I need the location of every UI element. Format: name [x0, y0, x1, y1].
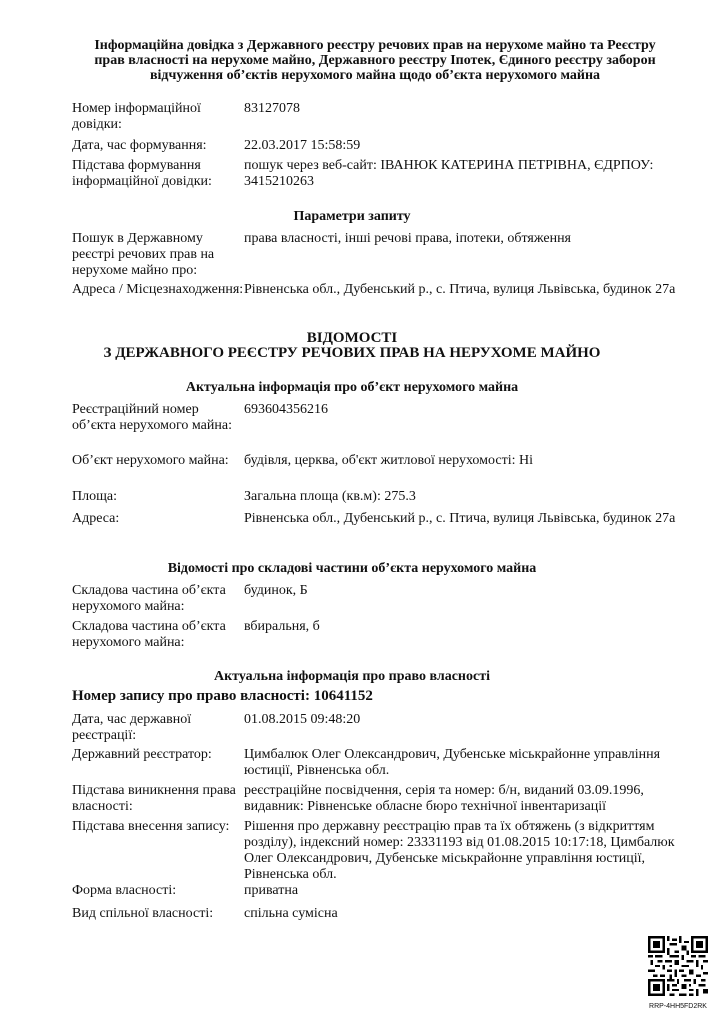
- field-label: Пошук в Державному реєстрі речових прав на нерухоме майно про:: [72, 231, 215, 278]
- field-label: Складова частина об’єкта нерухомого майна:: [72, 619, 226, 650]
- params-search-row: [72, 231, 692, 279]
- ownership-joint-row: [72, 906, 692, 922]
- field-label: Складова частина об’єкта нерухомого майна:: [72, 583, 226, 614]
- registry-heading-line1: ВІДОМОСТІ: [306, 330, 398, 346]
- info-number-row: [72, 101, 692, 133]
- parts-heading: Відомості про складові частини об’єкта нерухомого майна: [167, 561, 537, 576]
- document-title: [60, 38, 690, 83]
- field-label: Адреса:: [72, 511, 120, 526]
- field-label: Дата, час формування:: [72, 138, 207, 153]
- object-regnum-row: [72, 402, 692, 434]
- qr-code-icon: [648, 936, 708, 996]
- field-value: спільна сумісна: [244, 906, 338, 921]
- field-value: будівля, церква, об'єкт житлової нерухомості: Ні: [244, 453, 533, 468]
- field-value: Загальна площа (кв.м): 275.3: [244, 489, 416, 504]
- field-value: реєстраційне посвідчення, серія та номер: б/н, виданий 03.09.1996, видавник: Рівненське обласне бюро технічної інвентаризації: [244, 783, 644, 814]
- field-label: Підстава внесення запису:: [72, 819, 230, 834]
- title-line: прав власності на нерухоме майно, Державного реєстру Іпотек, Єдиного реєстру заборон: [94, 53, 656, 68]
- field-value: 83127078: [244, 101, 300, 116]
- field-value: Рішення про державну реєстрацію прав та їх обтяжень (з відкриттям розділу), індексний номер: 23331193 від 01.08.2015 10:17:18, Цимбалюк Олег Олександрович, Дубенське міськрайонне управління юстиції, Рівненська обл.: [244, 819, 675, 882]
- part-row: [72, 583, 692, 615]
- object-heading: Актуальна інформація про об’єкт нерухомого майна: [185, 380, 519, 395]
- object-type-row: [72, 453, 692, 469]
- field-label: Об’єкт нерухомого майна:: [72, 453, 229, 468]
- field-label: Форма власності:: [72, 883, 177, 898]
- field-value: 693604356216: [244, 402, 328, 417]
- field-label: Державний реєстратор:: [72, 747, 212, 762]
- field-value: приватна: [244, 883, 299, 898]
- field-label: Підстава виникнення права власності:: [72, 783, 236, 814]
- field-label: Дата, час державної реєстрації:: [72, 712, 192, 743]
- ownership-date-row: [72, 712, 692, 744]
- field-value: 22.03.2017 15:58:59: [244, 138, 361, 153]
- info-date-row: [72, 138, 692, 154]
- field-value: будинок, Б: [244, 583, 308, 598]
- field-value: Рівненська обл., Дубенський р., с. Птича, вулиця Львівська, будинок 27а: [244, 282, 676, 297]
- object-address-row: [72, 511, 692, 527]
- field-label: Номер інформаційної довідки:: [72, 101, 201, 132]
- field-value: вбиральня, б: [244, 619, 320, 634]
- field-value: 01.08.2015 09:48:20: [244, 712, 361, 727]
- field-value: пошук через веб-сайт: ІВАНЮК КАТЕРИНА ПЕТРІВНА, ЄДРПОУ: 3415210263: [244, 158, 654, 189]
- field-label: Площа:: [72, 489, 117, 504]
- field-label: Підстава формування інформаційної довідки:: [72, 158, 212, 189]
- info-basis-row: [72, 158, 692, 190]
- part-row: [72, 619, 692, 651]
- title-line: відчуження об’єктів нерухомого майна щодо об’єкта нерухомого майна: [149, 68, 601, 83]
- qr-code-label: RRP-4HH5FD2RK: [649, 1003, 707, 1010]
- title-line: Інформаційна довідка з Державного реєстру речових прав на нерухоме майно та Реєстру: [94, 38, 656, 53]
- field-value: Рівненська обл., Дубенський р., с. Птича, вулиця Львівська, будинок 27а: [244, 511, 676, 526]
- ownership-heading: Актуальна інформація про право власності: [214, 669, 490, 684]
- field-label: Адреса / Місцезнаходження:: [72, 282, 244, 297]
- ownership-entry-row: [72, 819, 692, 883]
- ownership-origin-row: [72, 783, 692, 815]
- field-value: Цимбалюк Олег Олександрович, Дубенське міськрайонне управління юстиції, Рівненська обл.: [244, 747, 661, 778]
- ownership-record-number: Номер запису про право власності: 10641152: [72, 688, 373, 704]
- ownership-registrar-row: [72, 747, 692, 779]
- field-value: права власності, інші речові права, іпотеки, обтяження: [244, 231, 571, 246]
- ownership-form-row: [72, 883, 692, 899]
- params-heading: Параметри запиту: [293, 209, 411, 224]
- object-area-row: [72, 489, 692, 505]
- field-label: Реєстраційний номер об’єкта нерухомого майна:: [72, 402, 232, 433]
- field-label: Вид спільної власності:: [72, 906, 214, 921]
- params-address-row: [72, 282, 692, 298]
- registry-heading-line2: З ДЕРЖАВНОГО РЕЄСТРУ РЕЧОВИХ ПРАВ НА НЕРУХОМЕ МАЙНО: [103, 345, 601, 361]
